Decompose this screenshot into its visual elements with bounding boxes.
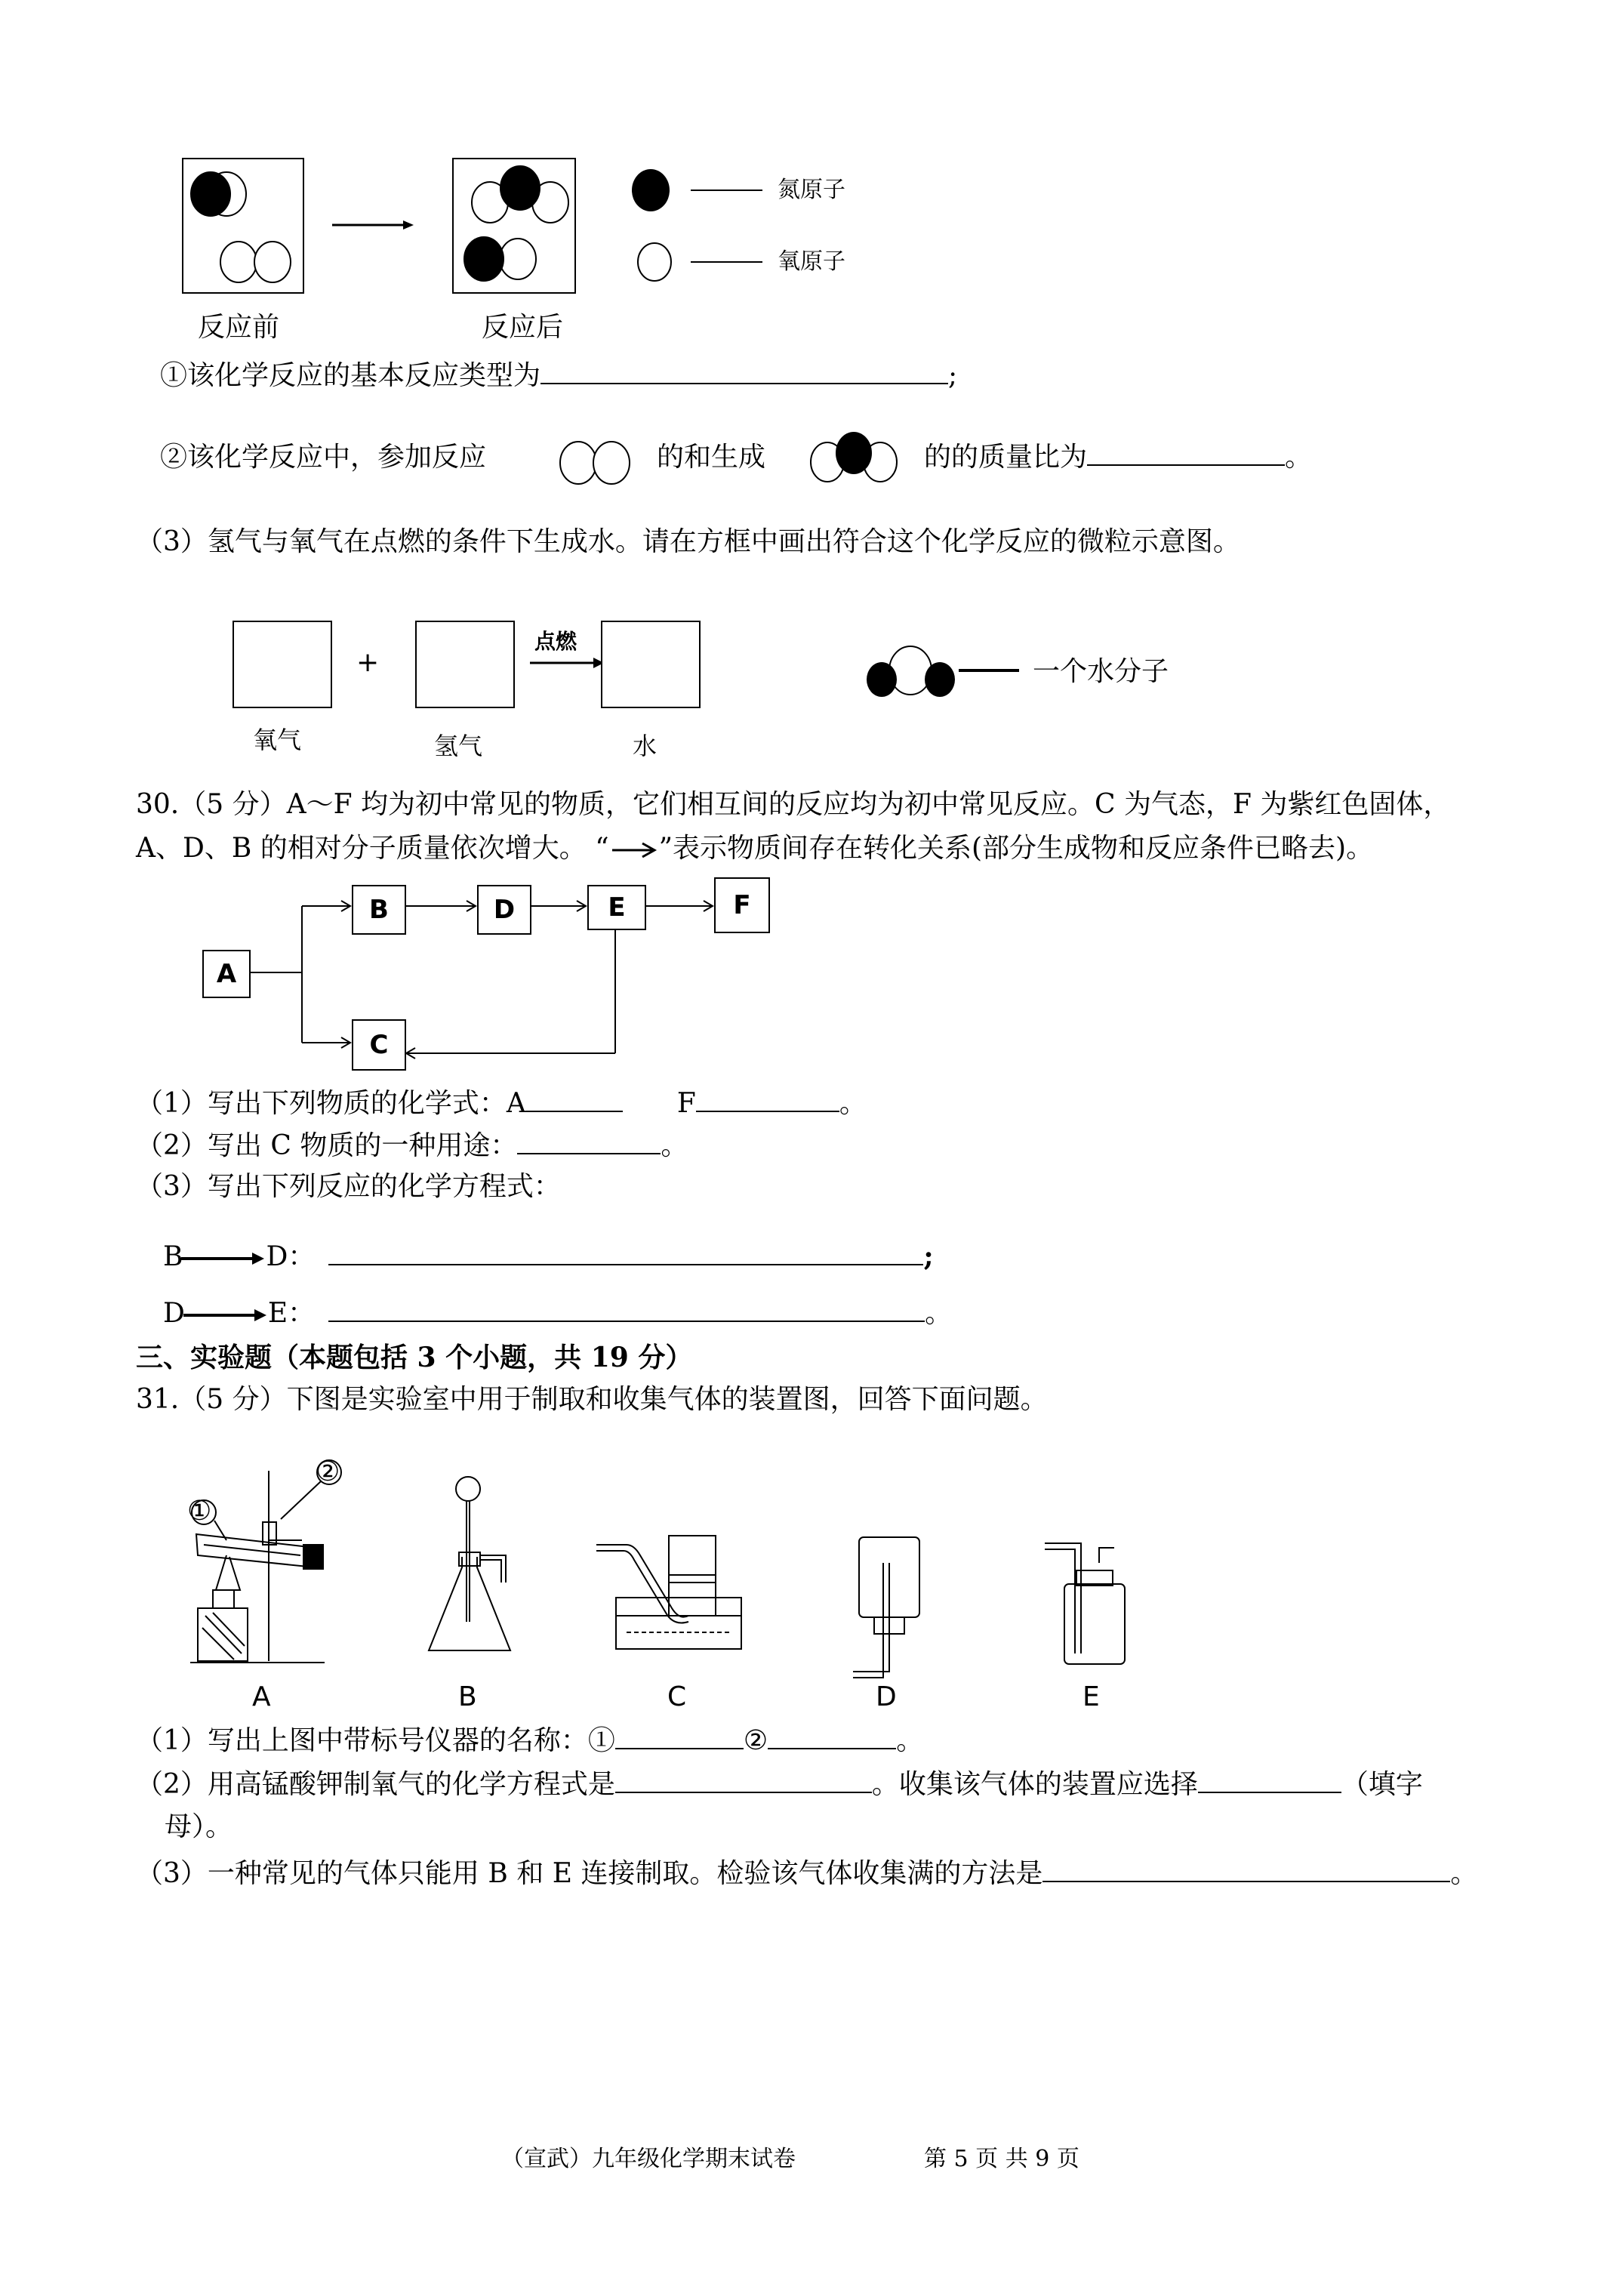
eq-arrow-icon xyxy=(181,1250,266,1268)
q-part3-text: （3）氢气与氧气在点燃的条件下生成水。请在方框中画出符合这个化学反应的微粒示意图。 xyxy=(136,526,1240,557)
apparatus-e xyxy=(1045,1543,1125,1664)
legend-n-atom xyxy=(632,169,670,211)
q30-eq2: D E： 。 xyxy=(163,1298,953,1329)
q-part1-line2b: 的和生成 xyxy=(657,442,766,473)
water-molecule-icon xyxy=(861,643,1027,704)
apparatus-figure xyxy=(0,1435,1623,1706)
apparatus-label-b: B xyxy=(458,1681,477,1712)
n-atom xyxy=(191,172,230,216)
node-d: D xyxy=(477,885,531,935)
legend-o-atom xyxy=(638,243,671,281)
condition-label: 点燃 xyxy=(534,629,577,654)
o-atom xyxy=(500,239,536,279)
section3-heading: 三、实验题（本题包括 3 个小题，共 19 分） xyxy=(136,1342,693,1373)
answer-blank-equation[interactable] xyxy=(615,1769,872,1793)
q30-flow-lines xyxy=(0,861,830,1087)
q30-sub1: （1）写出下列物质的化学式：A F 。 xyxy=(136,1088,867,1119)
draw-box-water[interactable] xyxy=(601,621,701,708)
label-water: 水 xyxy=(633,732,658,760)
transform-arrow-icon xyxy=(609,841,659,859)
q31-sub3: （3）一种常见的气体只能用 B 和 E 连接制取。检验该气体收集满的方法是 。 xyxy=(136,1858,1478,1889)
n-atom xyxy=(500,166,540,210)
q30-eq1: B D： ; xyxy=(163,1240,934,1272)
node-f: F xyxy=(714,877,770,933)
q31-intro: 31.（5 分）下图是实验室中用于制取和收集气体的装置图，回答下面问题。 xyxy=(136,1384,1048,1415)
o2-molecule-icon xyxy=(557,436,633,489)
q30-line1: 30.（5 分）A～F 均为初中常见的物质，它们相互间的反应均为初中常见反应。C 为气态，F 为紫红色固体， xyxy=(136,789,1451,820)
answer-blank-device[interactable] xyxy=(1198,1769,1341,1793)
apparatus-marker-1: ① xyxy=(187,1496,212,1527)
q30-line2: A、D、B 的相对分子质量依次增大。 “ ”表示物质间存在转化关系(部分生成物和反应条件已略去)。 xyxy=(136,833,1374,864)
answer-blank[interactable] xyxy=(540,360,948,384)
q31-sub2: （2）用高锰酸钾制氧气的化学方程式是 。收集该气体的装置应选择 （填字 xyxy=(136,1769,1423,1800)
footer-left: （宣武）九年级化学期末试卷 xyxy=(501,2146,796,2172)
apparatus-label-e: E xyxy=(1083,1681,1100,1712)
apparatus-label-d: D xyxy=(876,1681,897,1712)
answer-blank-a[interactable] xyxy=(526,1088,623,1112)
label-hydrogen: 氢气 xyxy=(434,732,483,760)
answer-blank-instrument1[interactable] xyxy=(615,1725,744,1749)
node-a: A xyxy=(202,950,251,998)
q31-sub2-cont: 母）。 xyxy=(165,1811,233,1842)
answer-blank-c-use[interactable] xyxy=(517,1130,661,1154)
q31-sub1: （1）写出上图中带标号仪器的名称：① ② 。 xyxy=(136,1725,924,1756)
apparatus-label-a: A xyxy=(252,1681,271,1712)
eq-arrow-icon xyxy=(183,1306,268,1324)
condition-arrow xyxy=(528,654,611,672)
answer-blank-eq1[interactable] xyxy=(328,1241,923,1265)
footer-page: 第 5 页 共 9 页 xyxy=(924,2146,1079,2172)
q-part1-line2c: 的的质量比为 。 xyxy=(924,442,1313,473)
node-e: E xyxy=(587,885,646,930)
draw-box-hydrogen[interactable] xyxy=(415,621,515,708)
reaction-arrowhead xyxy=(403,220,414,230)
apparatus-c xyxy=(596,1536,741,1649)
apparatus-d xyxy=(853,1537,919,1678)
n-atom xyxy=(464,237,504,281)
answer-blank-f[interactable] xyxy=(696,1088,839,1112)
o-atom xyxy=(254,242,291,282)
node-c: C xyxy=(352,1019,406,1071)
answer-blank-eq2[interactable] xyxy=(328,1298,925,1322)
apparatus-marker-2: ② xyxy=(316,1456,340,1487)
after-label: 反应后 xyxy=(482,312,564,343)
legend-water: 一个水分子 xyxy=(1033,656,1169,687)
answer-blank-method[interactable] xyxy=(1042,1858,1450,1882)
legend-n-label: 氮原子 xyxy=(778,177,845,203)
draw-box-oxygen[interactable] xyxy=(233,621,332,708)
answer-blank-instrument2[interactable] xyxy=(768,1725,896,1749)
apparatus-a xyxy=(190,1460,341,1663)
q30-sub2: （2）写出 C 物质的一种用途： 。 xyxy=(136,1130,688,1161)
answer-blank[interactable] xyxy=(1087,442,1285,466)
apparatus-label-c: C xyxy=(667,1681,687,1712)
o-atom xyxy=(220,242,257,282)
plus-sign: + xyxy=(356,647,380,678)
node-b: B xyxy=(352,885,406,935)
q-part1-line1: ①该化学反应的基本反应类型为 ; xyxy=(160,360,958,391)
no2-molecule-icon xyxy=(806,429,904,489)
q-part1-line2a: ②该化学反应中，参加反应 xyxy=(160,442,487,473)
label-oxygen: 氧气 xyxy=(253,726,302,754)
legend-o-label: 氧原子 xyxy=(778,248,845,275)
apparatus-b xyxy=(429,1477,510,1650)
q30-sub3: （3）写出下列反应的化学方程式： xyxy=(136,1171,561,1202)
before-label: 反应前 xyxy=(198,312,280,343)
